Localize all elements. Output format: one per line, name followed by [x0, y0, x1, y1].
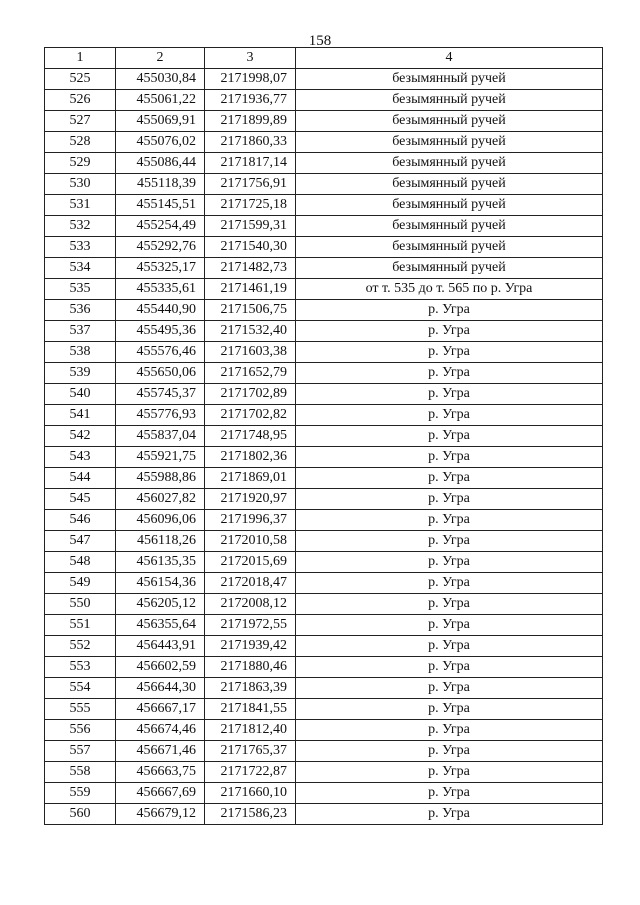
point-number-cell: 556	[45, 720, 116, 741]
description-cell: безымянный ручей	[296, 237, 603, 258]
x-coordinate-cell: 455745,37	[116, 384, 205, 405]
table-row	[45, 573, 603, 594]
point-number-cell: 559	[45, 783, 116, 804]
y-coordinate-cell: 2171725,18	[205, 195, 296, 216]
y-coordinate-cell: 2171756,91	[205, 174, 296, 195]
y-coordinate-cell: 2172008,12	[205, 594, 296, 615]
table-row	[45, 531, 603, 552]
description-cell: р. Угра	[296, 741, 603, 762]
y-coordinate-cell: 2171702,82	[205, 405, 296, 426]
description-cell: р. Угра	[296, 594, 603, 615]
y-coordinate-cell: 2171702,89	[205, 384, 296, 405]
x-coordinate-cell: 455254,49	[116, 216, 205, 237]
x-coordinate-cell: 456674,46	[116, 720, 205, 741]
table-row	[45, 426, 603, 447]
description-cell: р. Угра	[296, 405, 603, 426]
point-number-cell: 546	[45, 510, 116, 531]
y-coordinate-cell: 2171461,19	[205, 279, 296, 300]
x-coordinate-cell: 455325,17	[116, 258, 205, 279]
y-coordinate-cell: 2171939,42	[205, 636, 296, 657]
description-cell: р. Угра	[296, 783, 603, 804]
description-cell: р. Угра	[296, 363, 603, 384]
point-number-cell: 531	[45, 195, 116, 216]
point-number-cell: 542	[45, 426, 116, 447]
table-row	[45, 741, 603, 762]
y-coordinate-cell: 2171860,33	[205, 132, 296, 153]
point-number-cell: 545	[45, 489, 116, 510]
description-cell: р. Угра	[296, 804, 603, 825]
table-row	[45, 237, 603, 258]
description-cell: р. Угра	[296, 489, 603, 510]
y-coordinate-cell: 2171817,14	[205, 153, 296, 174]
y-coordinate-cell: 2171998,07	[205, 69, 296, 90]
table-row	[45, 594, 603, 615]
point-number-cell: 548	[45, 552, 116, 573]
y-coordinate-cell: 2171660,10	[205, 783, 296, 804]
point-number-cell: 529	[45, 153, 116, 174]
x-coordinate-cell: 456355,64	[116, 615, 205, 636]
description-cell: р. Угра	[296, 699, 603, 720]
table-row	[45, 804, 603, 825]
y-coordinate-cell: 2171532,40	[205, 321, 296, 342]
point-number-cell: 552	[45, 636, 116, 657]
x-coordinate-cell: 456679,12	[116, 804, 205, 825]
table-row	[45, 279, 603, 300]
table-row	[45, 405, 603, 426]
y-coordinate-cell: 2171506,75	[205, 300, 296, 321]
x-coordinate-cell: 455061,22	[116, 90, 205, 111]
point-number-cell: 538	[45, 342, 116, 363]
point-number-cell: 547	[45, 531, 116, 552]
x-coordinate-cell: 455440,90	[116, 300, 205, 321]
point-number-cell: 537	[45, 321, 116, 342]
x-coordinate-cell: 456663,75	[116, 762, 205, 783]
x-coordinate-cell: 455650,06	[116, 363, 205, 384]
x-coordinate-cell: 455145,51	[116, 195, 205, 216]
description-cell: от т. 535 до т. 565 по р. Угра	[296, 279, 603, 300]
x-coordinate-cell: 455069,91	[116, 111, 205, 132]
table-row	[45, 615, 603, 636]
table-row	[45, 657, 603, 678]
table-row	[45, 174, 603, 195]
point-number-cell: 532	[45, 216, 116, 237]
y-coordinate-cell: 2171652,79	[205, 363, 296, 384]
point-number-cell: 533	[45, 237, 116, 258]
point-number-cell: 549	[45, 573, 116, 594]
y-coordinate-cell: 2171880,46	[205, 657, 296, 678]
point-number-cell: 551	[45, 615, 116, 636]
y-coordinate-cell: 2171603,38	[205, 342, 296, 363]
table-row	[45, 342, 603, 363]
description-cell: р. Угра	[296, 384, 603, 405]
description-cell: р. Угра	[296, 321, 603, 342]
y-coordinate-cell: 2171599,31	[205, 216, 296, 237]
coordinates-table	[44, 47, 603, 825]
point-number-cell: 558	[45, 762, 116, 783]
x-coordinate-cell: 456118,26	[116, 531, 205, 552]
x-coordinate-cell: 455076,02	[116, 132, 205, 153]
x-coordinate-cell: 456096,06	[116, 510, 205, 531]
table-row	[45, 447, 603, 468]
point-number-cell: 525	[45, 69, 116, 90]
y-coordinate-cell: 2171869,01	[205, 468, 296, 489]
point-number-cell: 560	[45, 804, 116, 825]
x-coordinate-cell: 456154,36	[116, 573, 205, 594]
point-number-cell: 541	[45, 405, 116, 426]
y-coordinate-cell: 2171996,37	[205, 510, 296, 531]
description-cell: р. Угра	[296, 657, 603, 678]
point-number-cell: 544	[45, 468, 116, 489]
column-header-description: 4	[296, 48, 603, 69]
y-coordinate-cell: 2171722,87	[205, 762, 296, 783]
point-number-cell: 550	[45, 594, 116, 615]
table-header-row	[45, 48, 603, 69]
column-header-y-coordinate: 3	[205, 48, 296, 69]
description-cell: р. Угра	[296, 510, 603, 531]
table-row	[45, 111, 603, 132]
y-coordinate-cell: 2171482,73	[205, 258, 296, 279]
description-cell: р. Угра	[296, 552, 603, 573]
table-row	[45, 678, 603, 699]
x-coordinate-cell: 455292,76	[116, 237, 205, 258]
description-cell: р. Угра	[296, 720, 603, 741]
description-cell: безымянный ручей	[296, 258, 603, 279]
description-cell: безымянный ручей	[296, 69, 603, 90]
x-coordinate-cell: 455921,75	[116, 447, 205, 468]
x-coordinate-cell: 456443,91	[116, 636, 205, 657]
table-row	[45, 783, 603, 804]
description-cell: безымянный ручей	[296, 216, 603, 237]
x-coordinate-cell: 455776,93	[116, 405, 205, 426]
x-coordinate-cell: 456027,82	[116, 489, 205, 510]
table-row	[45, 300, 603, 321]
x-coordinate-cell: 456667,17	[116, 699, 205, 720]
description-cell: безымянный ручей	[296, 90, 603, 111]
y-coordinate-cell: 2172018,47	[205, 573, 296, 594]
table-row	[45, 321, 603, 342]
point-number-cell: 534	[45, 258, 116, 279]
point-number-cell: 539	[45, 363, 116, 384]
description-cell: р. Угра	[296, 468, 603, 489]
point-number-cell: 528	[45, 132, 116, 153]
description-cell: р. Угра	[296, 678, 603, 699]
description-cell: р. Угра	[296, 342, 603, 363]
description-cell: р. Угра	[296, 615, 603, 636]
point-number-cell: 543	[45, 447, 116, 468]
point-number-cell: 555	[45, 699, 116, 720]
description-cell: безымянный ручей	[296, 111, 603, 132]
table-row	[45, 699, 603, 720]
column-header-point-number: 1	[45, 48, 116, 69]
table-row	[45, 636, 603, 657]
table-row	[45, 90, 603, 111]
description-cell: безымянный ручей	[296, 153, 603, 174]
description-cell: р. Угра	[296, 531, 603, 552]
y-coordinate-cell: 2171920,97	[205, 489, 296, 510]
table-row	[45, 195, 603, 216]
y-coordinate-cell: 2171812,40	[205, 720, 296, 741]
point-number-cell: 526	[45, 90, 116, 111]
x-coordinate-cell: 456671,46	[116, 741, 205, 762]
table-row	[45, 69, 603, 90]
y-coordinate-cell: 2171936,77	[205, 90, 296, 111]
description-cell: р. Угра	[296, 447, 603, 468]
description-cell: безымянный ручей	[296, 132, 603, 153]
table-body	[45, 69, 603, 825]
description-cell: р. Угра	[296, 762, 603, 783]
x-coordinate-cell: 455030,84	[116, 69, 205, 90]
point-number-cell: 554	[45, 678, 116, 699]
y-coordinate-cell: 2171540,30	[205, 237, 296, 258]
column-header-x-coordinate: 2	[116, 48, 205, 69]
table-row	[45, 153, 603, 174]
table-row	[45, 258, 603, 279]
point-number-cell: 530	[45, 174, 116, 195]
y-coordinate-cell: 2171802,36	[205, 447, 296, 468]
x-coordinate-cell: 455837,04	[116, 426, 205, 447]
table-row	[45, 720, 603, 741]
y-coordinate-cell: 2171765,37	[205, 741, 296, 762]
x-coordinate-cell: 455988,86	[116, 468, 205, 489]
x-coordinate-cell: 455576,46	[116, 342, 205, 363]
description-cell: р. Угра	[296, 426, 603, 447]
point-number-cell: 536	[45, 300, 116, 321]
y-coordinate-cell: 2171972,55	[205, 615, 296, 636]
x-coordinate-cell: 456644,30	[116, 678, 205, 699]
y-coordinate-cell: 2171863,39	[205, 678, 296, 699]
y-coordinate-cell: 2171841,55	[205, 699, 296, 720]
point-number-cell: 535	[45, 279, 116, 300]
point-number-cell: 553	[45, 657, 116, 678]
table-row	[45, 762, 603, 783]
description-cell: безымянный ручей	[296, 195, 603, 216]
y-coordinate-cell: 2171586,23	[205, 804, 296, 825]
description-cell: р. Угра	[296, 300, 603, 321]
y-coordinate-cell: 2172015,69	[205, 552, 296, 573]
description-cell: безымянный ручей	[296, 174, 603, 195]
description-cell: р. Угра	[296, 636, 603, 657]
table-row	[45, 468, 603, 489]
table-row	[45, 552, 603, 573]
x-coordinate-cell: 455118,39	[116, 174, 205, 195]
x-coordinate-cell: 456135,35	[116, 552, 205, 573]
point-number-cell: 540	[45, 384, 116, 405]
table-row	[45, 384, 603, 405]
x-coordinate-cell: 455495,36	[116, 321, 205, 342]
y-coordinate-cell: 2171748,95	[205, 426, 296, 447]
x-coordinate-cell: 456667,69	[116, 783, 205, 804]
page-number: 158	[308, 33, 332, 49]
x-coordinate-cell: 455335,61	[116, 279, 205, 300]
x-coordinate-cell: 456602,59	[116, 657, 205, 678]
x-coordinate-cell: 456205,12	[116, 594, 205, 615]
x-coordinate-cell: 455086,44	[116, 153, 205, 174]
table-row	[45, 216, 603, 237]
point-number-cell: 527	[45, 111, 116, 132]
y-coordinate-cell: 2171899,89	[205, 111, 296, 132]
table-row	[45, 363, 603, 384]
table-row	[45, 489, 603, 510]
point-number-cell: 557	[45, 741, 116, 762]
table-row	[45, 510, 603, 531]
table-row	[45, 132, 603, 153]
description-cell: р. Угра	[296, 573, 603, 594]
y-coordinate-cell: 2172010,58	[205, 531, 296, 552]
